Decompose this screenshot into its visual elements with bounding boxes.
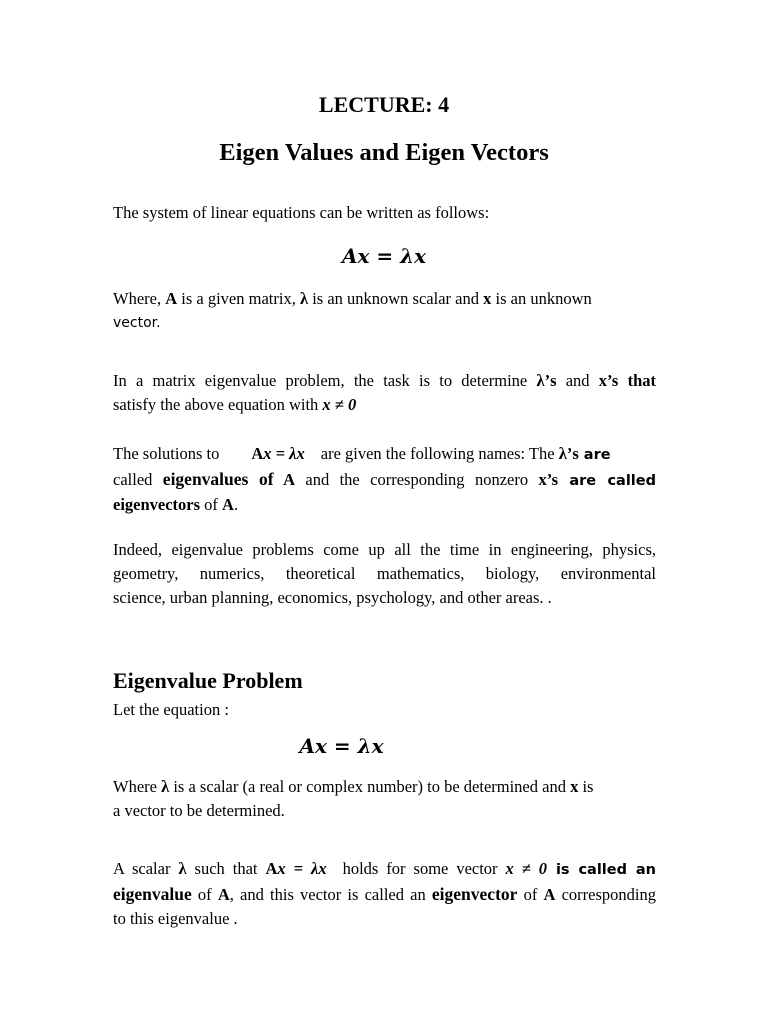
page-title: Eigen Values and Eigen Vectors (219, 139, 549, 166)
section-heading: Eigenvalue Problem (113, 668, 303, 693)
intro-text: The system of linear equations can be written as follows: (113, 203, 490, 222)
where-scalar-paragraph: Where λ is a scalar (a real or complex number) to be determined and x is a vector to be determined. (113, 777, 594, 820)
applications-paragraph: Indeed, eigenvalue problems come up all the time in engineering, physics, geometry, numerics, theoretical mathematics, biology, environmental science, urban planning, economics, psychology, and other areas. . (113, 540, 656, 607)
equation-section: Ax = λx (299, 734, 384, 758)
task-paragraph: In a matrix eigenvalue problem, the task is to determine λ’s and x’s that satisfy the above equation with x ≠ 0 (113, 371, 656, 414)
equation-main: Ax = λx (341, 244, 427, 268)
solutions-paragraph: The solutions to Ax = λx are given the following names: The λ’s are called eigenvalues of A and the corresponding nonzero x’s are called eigenvectors of A. (113, 444, 656, 514)
where-paragraph: Where, A is a given matrix, λ is an unknown scalar and x is an unknown vector. (113, 289, 592, 331)
lecture-heading: LECTURE: 4 (318, 92, 450, 117)
definition-paragraph: A scalar λ such that Ax = λx holds for some vector x ≠ 0 is called an eigenvalue of A, and this vector is called an eigenvector of A corresponding to this eigenvalue . (113, 859, 656, 928)
condition-x-nonzero: x ≠ 0 (322, 395, 357, 414)
let-equation-text: Let the equation : (113, 700, 229, 719)
